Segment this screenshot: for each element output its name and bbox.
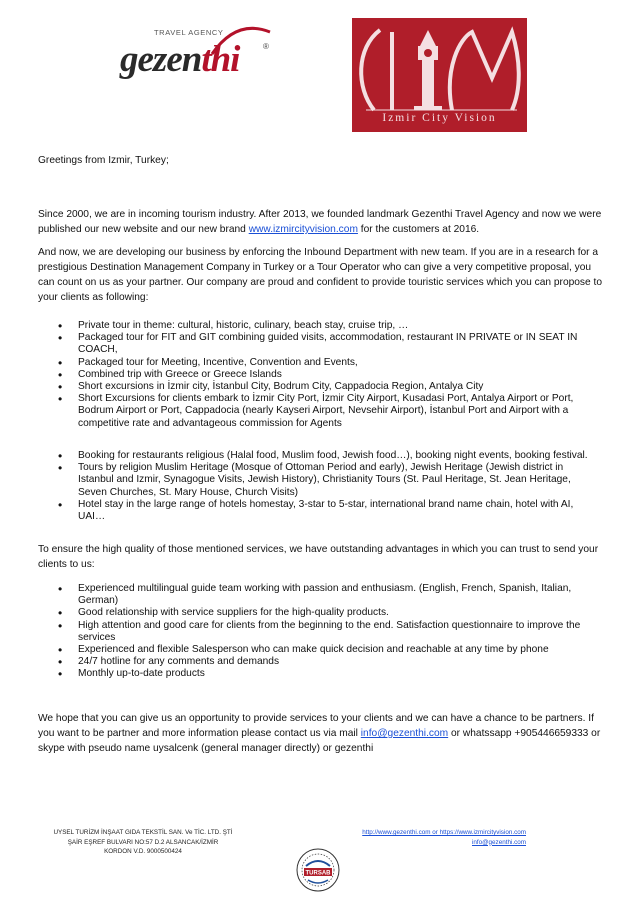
icv-caption: Izmir City Vision: [382, 112, 497, 124]
list-item: • Monthly up-to-date products: [58, 668, 598, 680]
greeting: Greetings from Izmir, Turkey;: [38, 155, 169, 166]
izmir-city-vision-logo: [352, 18, 527, 132]
list-item: • High attention and good care for clients from the beginning to the end. Satisfaction questionnaire to improve the services: [58, 620, 598, 644]
gezenthi-logo: [118, 22, 278, 100]
footer-website-link[interactable]: http://www.gezenthi.com or https://www.izmircityvision.com: [362, 829, 526, 836]
list-item: • Packaged tour for FIT and GIT combining guided visits, accommodation, restaurant IN PRIVATE or IN SEAT IN COACH,: [58, 332, 598, 356]
badge-text: TURSAB: [305, 870, 331, 877]
contact-links: [318, 828, 526, 847]
list-item: • Experienced and flexible Salesperson who can make quick decision and reachable at any time by phone: [58, 644, 598, 656]
intro-paragraph: Since 2000, we are in incoming tourism industry. After 2013, we founded landmark Gezenthi Travel Agency and now we were published our new website and our new brand www.izmircityvision.com for the customers at 2016.: [38, 209, 602, 235]
tursab-badge-icon: [296, 848, 340, 892]
list-item: • Short Excursions for clients embark to İzmir City Port, İzmir City Airport, Kusadasi Port, Antalya Airport or Port, Bodrum Airport or Port, Cappadocia (nearly Kayseri Airport, Nevsehir Airport), İstanbul Port and Airport with a competitive rate and advantageous commission for Agents: [58, 393, 598, 430]
list-item: • Packaged tour for Meeting, Incentive, Convention and Events,: [58, 357, 598, 369]
company-name: UYSEL TURİZM İNŞAAT GIDA TEKSTİL SAN. Ve TİC. LTD. ŞTİ: [53, 829, 233, 836]
advantages-list: [58, 583, 598, 681]
registered-mark: ®: [263, 42, 269, 51]
footer-email-link[interactable]: info@gezenthi.com: [472, 838, 526, 846]
website-link[interactable]: www.izmircityvision.com: [248, 224, 358, 235]
list-item: • Short excursions in İzmir city, İstanbul City, Bodrum City, Cappadocia Region, Antalya City: [58, 381, 598, 393]
gezenthi-tagline: TRAVEL AGENCY: [154, 28, 224, 37]
tax-office: KORDON V.D. 9000500424: [104, 848, 182, 855]
list-item: • Experienced multilingual guide team working with passion and enthusiasm. (English, French, Spanish, Italian, German): [58, 583, 598, 607]
services-list: [58, 320, 598, 430]
services-list-extra: [58, 450, 598, 523]
list-item: • Hotel stay in the large range of hotels homestay, 3-star to 5-star, international brand name chain, hotel with AI, UAI…: [58, 499, 598, 523]
list-item: • Private tour in theme: cultural, historic, culinary, beach stay, cruise trip, …: [58, 320, 598, 332]
gezenthi-wordmark: gezenthi: [120, 39, 240, 80]
list-item: • 24/7 hotline for any comments and demands: [58, 656, 598, 668]
list-item: • Combined trip with Greece or Greece Islands: [58, 369, 598, 381]
company-street: ŞAİR EŞREF BULVARI NO:57 D.2 ALSANCAK/İZMİR: [67, 838, 219, 846]
list-item: • Tours by religion Muslim Heritage (Mosque of Ottoman Period and early), Jewish Heritage (Jewish district in Istanbul and Izmir, Synagogue Visits, Jewish History), Christianity Tours (St. Paul Heritage, St. Jean Heritage, Seven Churches, St. Mary House, Church Visits): [58, 462, 598, 499]
email-link[interactable]: info@gezenthi.com: [360, 728, 449, 739]
quality-paragraph: To ensure the high quality of those mentioned services, we have outstanding advantages in which you can trust to send your clients to us:: [38, 544, 599, 570]
closing-paragraph: We hope that you can give us an opportunity to provide services to your clients and we can have a chance to be partners. If you want to be partner and more information please contact us via mail info@gezenthi.com or whatssapp +905446659333 or skype with pseudo name uysalcenk (general manager directly) or gezenthi: [38, 713, 601, 754]
list-item: • Good relationship with service suppliers for the high-quality products.: [58, 607, 598, 619]
clock-tower-icon: [352, 18, 527, 118]
business-paragraph: And now, we are developing our business by enforcing the Inbound Department with new team. If you are in a research for a prestigious Destination Management Company in Turkey or a Tour Operator who can give a very competitive proposal, you can count on us as your partner. Our company are proud and confident to provide touristic services which you can propose to your clients as following:: [38, 247, 603, 303]
company-address: [38, 828, 248, 857]
list-item: • Booking for restaurants religious (Halal food, Muslim food, Jewish food…), booking night events, booking festival.: [58, 450, 598, 462]
